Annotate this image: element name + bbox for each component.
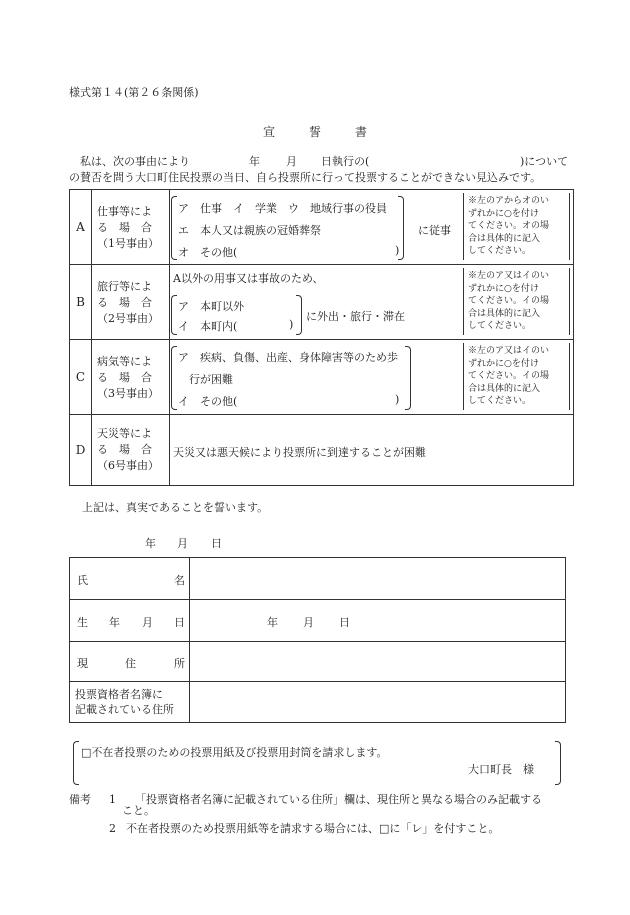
birth-day: 日 [339,616,350,629]
reason-name-line: る 場 合 [97,296,152,309]
option-close-paren: ) [395,393,400,406]
bracket-right [405,346,411,410]
label-line: 記載されている住所 [75,703,174,716]
reason-key: C [70,340,92,414]
intro-close: )について [520,155,569,168]
row-address [70,642,565,682]
reason-name-line: 仕事等によ [97,205,152,218]
title-char-1: 宣 [262,125,275,139]
reason-suffix: に外出・旅行・滞在 [306,310,405,323]
label-char: 氏 [77,574,88,587]
reason-name-line: （1号事由） [97,237,159,250]
option-close-paren: ) [289,318,294,331]
registry-address-field[interactable] [190,682,565,722]
reason-row-a [70,190,573,265]
reason-name-line: る 場 合 [97,221,152,234]
reason-name-line: （2号事由） [97,312,159,325]
label-char: 現 [77,657,88,670]
label-char: 名 [174,574,185,587]
intro-year: 年 [249,155,260,168]
request-checkbox[interactable]: □ [81,746,92,759]
label-line: 投票資格者名簿に [75,688,163,701]
row-name [70,558,565,600]
intro-line-1 [69,154,574,170]
note-line: してください。 [468,396,532,407]
sign-day: 日 [211,537,222,550]
note-line: てください。オの場 [468,221,550,232]
reason-option: ア 仕事 イ 学業 ウ 地域行事の役員 [178,202,387,215]
reason-option: イ その他( [178,395,238,408]
bracket-right [296,295,302,335]
birthdate-field[interactable] [190,600,565,641]
name-field[interactable] [190,558,565,599]
reason-option: ア 本町以外 [178,300,244,313]
note-line: ※左のアからオのい [468,196,550,206]
reason-note [463,268,570,335]
reason-table [69,189,574,486]
label-char: 月 [142,616,153,629]
bracket-left [171,196,177,260]
reason-row-d [70,415,573,485]
request-addressee: 大口町長 様 [468,763,534,776]
address-field[interactable] [190,642,565,681]
registry-address-label [70,682,190,722]
title-char-3: 書 [355,125,368,139]
reason-key: D [70,415,92,485]
bracket-left [171,346,177,410]
reason-option: オ その他( [178,246,238,259]
name-column-divider [169,190,170,485]
reason-lead: A以外の用事又は事故のため、 [173,272,324,285]
reason-key: A [70,190,92,264]
label-char: 住 [125,657,136,670]
title-char-2: 誓 [308,125,321,139]
note-line: してください。 [468,321,532,332]
remark-text: 不在者投票のため投票用紙等を請求する場合には、□に「レ」を付すこと。 [126,822,500,835]
remark-text-cont: こと。 [122,804,155,817]
reason-key: B [70,265,92,339]
bracket-left [171,295,177,335]
label-char: 年 [109,616,120,629]
note-line: ※左のア又はイのい [468,271,550,281]
intro-month: 月 [286,155,297,168]
reason-name-line: （3号事由） [97,387,159,400]
reason-name-line: 病気等によ [97,355,152,368]
bracket-right [555,741,561,785]
reason-row-c [70,340,573,415]
request-line [81,744,388,760]
sign-date [145,535,235,549]
reason-name [97,279,169,327]
note-line: してください。 [468,246,532,257]
label-char: 所 [174,657,185,670]
note-line: 合は具体的に記入 [468,233,541,244]
reason-name-line: る 場 合 [97,443,152,456]
remark-text: 「投票資格者名簿に記載されている住所」欄は、現住所と異なる場合のみ記載する [135,793,542,806]
row-registry-address [70,682,565,722]
birth-month: 月 [303,616,314,629]
reason-name-line: （6号事由） [97,459,159,472]
intro-paragraph [69,154,574,186]
remarks-label: 備考 [69,793,91,806]
reason-note [463,343,570,410]
reason-text: 天災又は悪天候により投票所に到達することが困難 [173,446,426,459]
address-label [70,642,190,681]
reason-option: ア 疾病、負傷、出産、身体障害等のため歩 [178,351,398,364]
request-text: 不在者投票のための投票用紙及び投票用封筒を請求します。 [91,746,388,759]
reason-name [97,426,169,474]
note-line: ※左のア又はイのい [468,346,550,356]
sign-year: 年 [145,537,156,550]
reason-suffix: に従事 [418,224,451,237]
oath-statement: 上記は、真実であることを誓います。 [82,501,269,514]
birth-year: 年 [267,616,278,629]
sign-month: 月 [177,537,188,550]
remark-number: 2 [109,822,116,835]
note-line: ずれかに○を付け [468,358,539,369]
intro-lead: 私は、次の事由により [80,155,190,168]
option-close-paren: ) [395,244,400,257]
note-line: 合は具体的に記入 [468,308,541,319]
ballot-request [69,741,565,785]
intro-day-exec: 日執行の( [321,155,370,168]
reason-name-line: 天災等によ [97,427,152,440]
reason-option: 行が困難 [189,373,233,386]
reason-name-line: る 場 合 [97,371,152,384]
birthdate-label [70,600,190,641]
reason-option: エ 本人又は親族の冠婚葬祭 [178,224,321,237]
reason-note [463,193,570,260]
reason-name-line: 旅行等によ [97,280,152,293]
note-line: ずれかに○を付け [468,208,539,219]
reason-name [97,204,169,252]
bracket-left [73,741,79,785]
note-line: てください。イの場 [468,371,550,382]
remark-number: 1 [109,793,116,806]
note-line: 合は具体的に記入 [468,383,541,394]
reason-option: イ 本町内( [178,320,238,333]
label-char: 日 [174,616,185,629]
row-birthdate [70,600,565,642]
person-table [69,557,566,723]
note-line: てください。イの場 [468,296,550,307]
document-title [0,123,630,140]
name-label [70,558,190,599]
label-char: 生 [77,616,88,629]
intro-line-2: の賛否を問う大口町住民投票の当日、自ら投票所に行って投票することができない見込みです。 [69,171,542,184]
reason-row-b [70,265,573,340]
reason-name [97,354,169,402]
form-number: 様式第１４(第２６条関係) [69,86,199,99]
remarks [69,793,574,853]
note-line: ずれかに○を付け [468,283,539,294]
